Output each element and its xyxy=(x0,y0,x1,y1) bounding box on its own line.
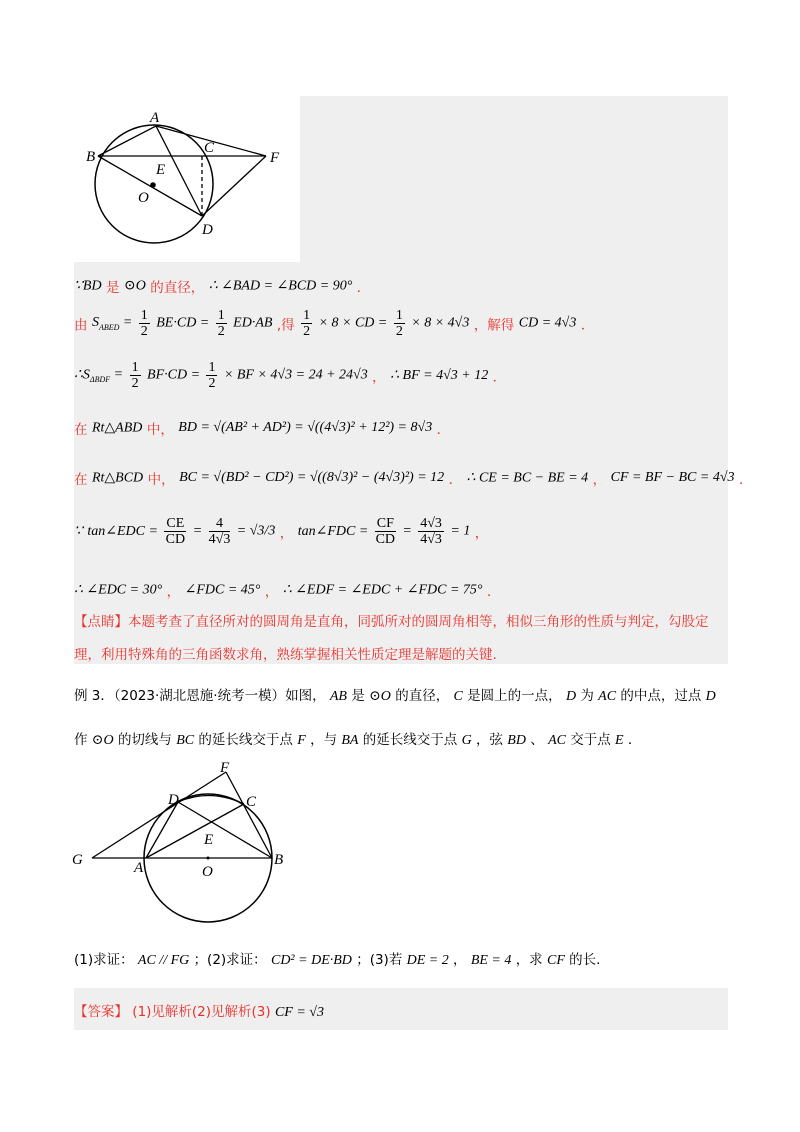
label-a: A xyxy=(150,110,160,126)
label-e-2: E xyxy=(204,832,214,848)
example3-line-1 xyxy=(74,684,716,705)
math-text: ∵ xyxy=(74,524,83,539)
fraction: $\frac{1}{2}$ xyxy=(217,308,225,339)
math-text: D xyxy=(705,689,716,704)
math-text: × BF × 4√3 = 24 + 24√3 xyxy=(223,367,368,383)
fraction: $\frac{CE}{CD}$ xyxy=(165,516,186,547)
text: ， xyxy=(592,472,607,488)
text: 是 xyxy=(106,280,120,296)
fraction: $\frac{CF}{CD}$ xyxy=(375,516,396,547)
math-text: AC xyxy=(598,689,617,704)
answer-label: 【答案】 xyxy=(74,1004,128,1020)
math-text: Rt△ABD xyxy=(91,420,143,436)
example3-questions xyxy=(74,948,600,969)
text: 的直径， xyxy=(395,688,450,704)
label-f: F xyxy=(270,150,280,166)
math-text: = xyxy=(192,523,203,539)
text: ， xyxy=(166,584,181,600)
math-text: tan∠FDC = xyxy=(297,524,369,539)
math-text: D xyxy=(565,689,577,704)
label-c-2: C xyxy=(246,794,257,810)
label-a-2: A xyxy=(134,860,144,876)
math-text: BF·CD = xyxy=(147,367,201,383)
label-g-2: G xyxy=(72,852,83,868)
math-text: $S_{ABED}$ = xyxy=(91,314,133,332)
math-sub: ABED xyxy=(98,323,120,332)
text: ，求 xyxy=(515,952,543,968)
label-c: C xyxy=(204,140,215,156)
solution-comment: 【点睛】本题考查了直径所对的圆周角是直角，同弧所对的圆周角相等，相似三角形的性质与判定，勾股定理，利用特殊角的三角函数求角，熟练掌握相关性质定理是解题的关键. xyxy=(74,614,709,663)
text: 交于点 xyxy=(570,732,611,748)
math-text: ED·AB xyxy=(233,315,273,331)
math-text: ∠FDC = 45° xyxy=(184,582,261,598)
segment-fb xyxy=(226,772,272,858)
solution-line-2 xyxy=(74,308,594,339)
math-text: BE = 4 xyxy=(470,953,512,968)
solution-line-4 xyxy=(74,418,450,438)
segment-df xyxy=(202,156,266,216)
text: 的中点，过点 xyxy=(620,688,702,704)
text: 在 xyxy=(74,472,88,488)
text: ， xyxy=(453,952,467,968)
math-text: BA xyxy=(341,733,359,748)
text: 的直径， xyxy=(150,280,205,296)
text: ， xyxy=(474,525,489,542)
math-s: ∴S xyxy=(74,367,90,383)
fraction: $\frac{1}{2}$ xyxy=(140,308,148,339)
text: ；(3)若 xyxy=(356,952,403,968)
label-o-2: O xyxy=(202,864,213,880)
answer-math: CF = √3 xyxy=(274,1005,324,1020)
figure-2-circle-diagram xyxy=(66,760,306,930)
math-text: ∴ CE = BC − BE = 4 xyxy=(466,470,589,486)
text: ， xyxy=(264,584,279,600)
label-o: O xyxy=(138,190,149,206)
text: 的延长线交于点 xyxy=(198,732,293,748)
math-text: BD xyxy=(507,733,526,748)
text: 的长. xyxy=(569,952,601,968)
text: ． xyxy=(356,280,371,296)
text: ,得 xyxy=(276,317,295,334)
text: 是圆上的一点， xyxy=(467,688,562,704)
fraction: $\frac{1}{2}$ xyxy=(395,308,403,339)
text: ． xyxy=(487,584,501,600)
text: (1)求证： xyxy=(74,952,134,968)
math-text: DE = 2 xyxy=(406,953,449,968)
text: 作 xyxy=(74,732,88,748)
label-b-2: B xyxy=(274,852,284,868)
text: 、 xyxy=(530,732,544,748)
segment-ba xyxy=(98,126,156,156)
answer-line xyxy=(74,1000,324,1021)
text: ． xyxy=(580,317,595,334)
text: ． xyxy=(627,732,642,748)
math-text: E xyxy=(615,733,624,748)
answer-text: (1)见解析(2)见解析(3) xyxy=(132,1004,271,1020)
math-s: S xyxy=(91,314,99,330)
label-d: D xyxy=(202,222,213,238)
math-sub: ΔBDF xyxy=(89,375,111,385)
math-text: BC = √(BD² − CD²) = √((8√3)² − (4√3)²) = 12 xyxy=(179,470,445,485)
fraction: $\frac{1}{2}$ xyxy=(303,308,311,339)
math-text: × 8 × CD = xyxy=(318,315,388,331)
text: 为 xyxy=(580,688,594,704)
math-text: = √3/3 xyxy=(236,523,276,539)
solution-line-7 xyxy=(74,580,501,600)
math-text: = 1 xyxy=(450,523,471,539)
math-text: CF = BF − BC = 4√3 xyxy=(610,470,735,485)
math-text: tan∠EDC = xyxy=(87,524,158,539)
segment-db xyxy=(178,802,272,858)
text: ，弦 xyxy=(476,732,503,748)
text: 是 xyxy=(351,688,365,704)
math-text: ⊙O xyxy=(369,689,391,704)
text: 例 3．（2023·湖北恩施·统考一模）如图， xyxy=(74,688,326,704)
text: ． xyxy=(448,472,463,488)
text: ，解得 xyxy=(473,317,515,334)
text: 的延长线交于点 xyxy=(362,732,458,748)
text: ，与 xyxy=(310,732,338,748)
label-d-2: D xyxy=(168,792,179,808)
fraction: $\frac{4}{4√3}$ xyxy=(208,516,231,547)
text: 由 xyxy=(74,317,88,334)
text: ， xyxy=(372,369,386,386)
example3-line-2 xyxy=(74,728,641,749)
math-text: BE·CD = xyxy=(156,315,210,331)
text: ． xyxy=(492,369,507,386)
label-f-2: F xyxy=(220,760,230,776)
solution-background xyxy=(300,96,728,262)
figure-1-circle-diagram xyxy=(80,104,300,244)
text: 中， xyxy=(147,472,175,488)
text: 的切线与 xyxy=(117,732,172,748)
math-text: AC // FG xyxy=(137,953,190,968)
math-text: ∴ ∠EDF = ∠EDC + ∠FDC = 75° xyxy=(282,582,483,598)
label-e: E xyxy=(156,162,166,178)
text: ；(2)求证： xyxy=(193,952,267,968)
math-text: ∴ BF = 4√3 + 12 xyxy=(390,368,489,383)
math-text: AB xyxy=(329,689,347,704)
label-b: B xyxy=(86,149,96,165)
fraction: $\frac{4√3}{4√3}$ xyxy=(420,516,442,547)
fraction: $\frac{1}{2}$ xyxy=(208,360,216,391)
math-text: C xyxy=(453,689,463,704)
math-text: AC xyxy=(548,733,566,748)
center-o-dot xyxy=(150,182,156,188)
math-text: ∵BD xyxy=(74,278,102,294)
math-text: × 8 × 4√3 xyxy=(411,315,470,331)
text: ， xyxy=(279,525,294,542)
math-text: ⊙O xyxy=(123,278,146,294)
text: 在 xyxy=(74,422,88,438)
math-text: = xyxy=(402,523,412,539)
math-text: CD² = DE·BD xyxy=(270,953,352,968)
math-text: CF xyxy=(546,953,565,968)
solution-line-1 xyxy=(74,276,370,296)
math-text: G xyxy=(461,733,472,748)
text: ． xyxy=(738,472,753,488)
math-text: $\therefore S_{\Delta BDF}$ = xyxy=(74,367,124,385)
center-o-dot-2 xyxy=(207,857,210,860)
math-text: ⊙O xyxy=(91,733,114,748)
math-text: ∴ ∠BAD = ∠BCD = 90° xyxy=(208,278,353,294)
solution-line-3 xyxy=(74,360,506,391)
solution-line-6 xyxy=(74,516,488,547)
solution-line-5 xyxy=(74,468,752,488)
math-text: F xyxy=(297,733,306,748)
math-text: CD = 4√3 xyxy=(518,315,577,331)
math-text: ∴ ∠EDC = 30° xyxy=(74,582,163,598)
fraction: $\frac{1}{2}$ xyxy=(131,360,139,391)
text: ． xyxy=(436,422,451,438)
math-text: Rt△BCD xyxy=(91,470,144,486)
math-text: BC xyxy=(176,733,195,748)
math-text: BD = √(AB² + AD²) = √((4√3)² + 12²) = 8√3 xyxy=(178,420,433,435)
text: 中， xyxy=(146,422,174,438)
